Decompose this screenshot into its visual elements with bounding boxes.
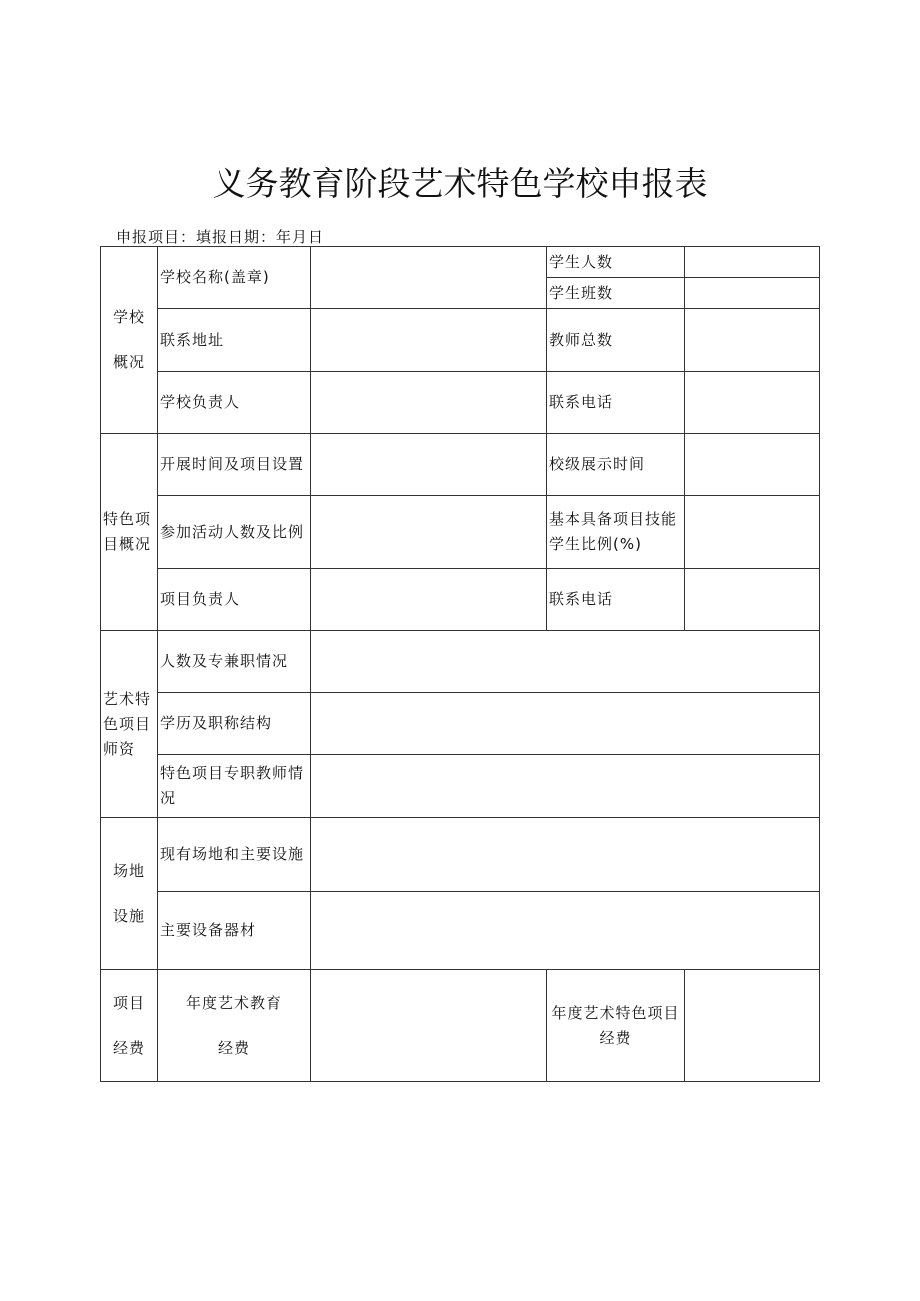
field-participants[interactable] bbox=[311, 496, 547, 569]
page-title: 义务教育阶段艺术特色学校申报表 bbox=[212, 164, 708, 203]
label-teacher-count: 教师总数 bbox=[547, 309, 685, 372]
label-feature-funding: 年度艺术特色项目经费 bbox=[547, 970, 685, 1082]
category-school: 学校 概况 bbox=[101, 247, 158, 434]
label-equipment: 主要设备器材 bbox=[158, 892, 311, 970]
label-venue: 现有场地和主要设施 bbox=[158, 818, 311, 892]
field-showcase-time[interactable] bbox=[685, 434, 820, 496]
label-education: 学历及职称结构 bbox=[158, 693, 311, 755]
label-skills-ratio: 基本具备项目技能学生比例(%) bbox=[547, 496, 685, 569]
category-facilities: 场地 设施 bbox=[101, 818, 158, 970]
field-education[interactable] bbox=[311, 693, 820, 755]
field-feature-funding[interactable] bbox=[685, 970, 820, 1082]
label-annual-funding: 年度艺术教育 经费 bbox=[158, 970, 311, 1082]
field-feature-phone[interactable] bbox=[685, 569, 820, 631]
field-equipment[interactable] bbox=[311, 892, 820, 970]
field-venue[interactable] bbox=[311, 818, 820, 892]
field-principal[interactable] bbox=[311, 372, 547, 434]
field-start-time[interactable] bbox=[311, 434, 547, 496]
category-feature: 特色项目概况 bbox=[101, 434, 158, 631]
label-school-phone: 联系电话 bbox=[547, 372, 685, 434]
field-student-count[interactable] bbox=[685, 247, 820, 278]
field-school-phone[interactable] bbox=[685, 372, 820, 434]
label-start-time: 开展时间及项目设置 bbox=[158, 434, 311, 496]
label-class-count: 学生班数 bbox=[547, 278, 685, 309]
field-address[interactable] bbox=[311, 309, 547, 372]
category-funding: 项目 经费 bbox=[101, 970, 158, 1082]
field-staff-count[interactable] bbox=[311, 631, 820, 693]
field-skills-ratio[interactable] bbox=[685, 496, 820, 569]
label-student-count: 学生人数 bbox=[547, 247, 685, 278]
category-teachers: 艺术特色项目师资 bbox=[101, 631, 158, 818]
label-principal: 学校负责人 bbox=[158, 372, 311, 434]
field-fulltime-teachers[interactable] bbox=[311, 755, 820, 818]
label-participants: 参加活动人数及比例 bbox=[158, 496, 311, 569]
field-class-count[interactable] bbox=[685, 278, 820, 309]
label-feature-phone: 联系电话 bbox=[547, 569, 685, 631]
label-address: 联系地址 bbox=[158, 309, 311, 372]
field-school-name[interactable] bbox=[311, 247, 547, 309]
label-project-leader: 项目负责人 bbox=[158, 569, 311, 631]
label-staff-count: 人数及专兼职情况 bbox=[158, 631, 311, 693]
label-school-name: 学校名称(盖章) bbox=[158, 247, 311, 309]
label-fulltime-teachers: 特色项目专职教师情况 bbox=[158, 755, 311, 818]
meta-line: 申报项目：填报日期：年月日 bbox=[116, 228, 325, 246]
application-form bbox=[100, 246, 820, 1082]
field-annual-funding[interactable] bbox=[311, 970, 547, 1082]
field-teacher-count[interactable] bbox=[685, 309, 820, 372]
field-project-leader[interactable] bbox=[311, 569, 547, 631]
label-showcase-time: 校级展示时间 bbox=[547, 434, 685, 496]
